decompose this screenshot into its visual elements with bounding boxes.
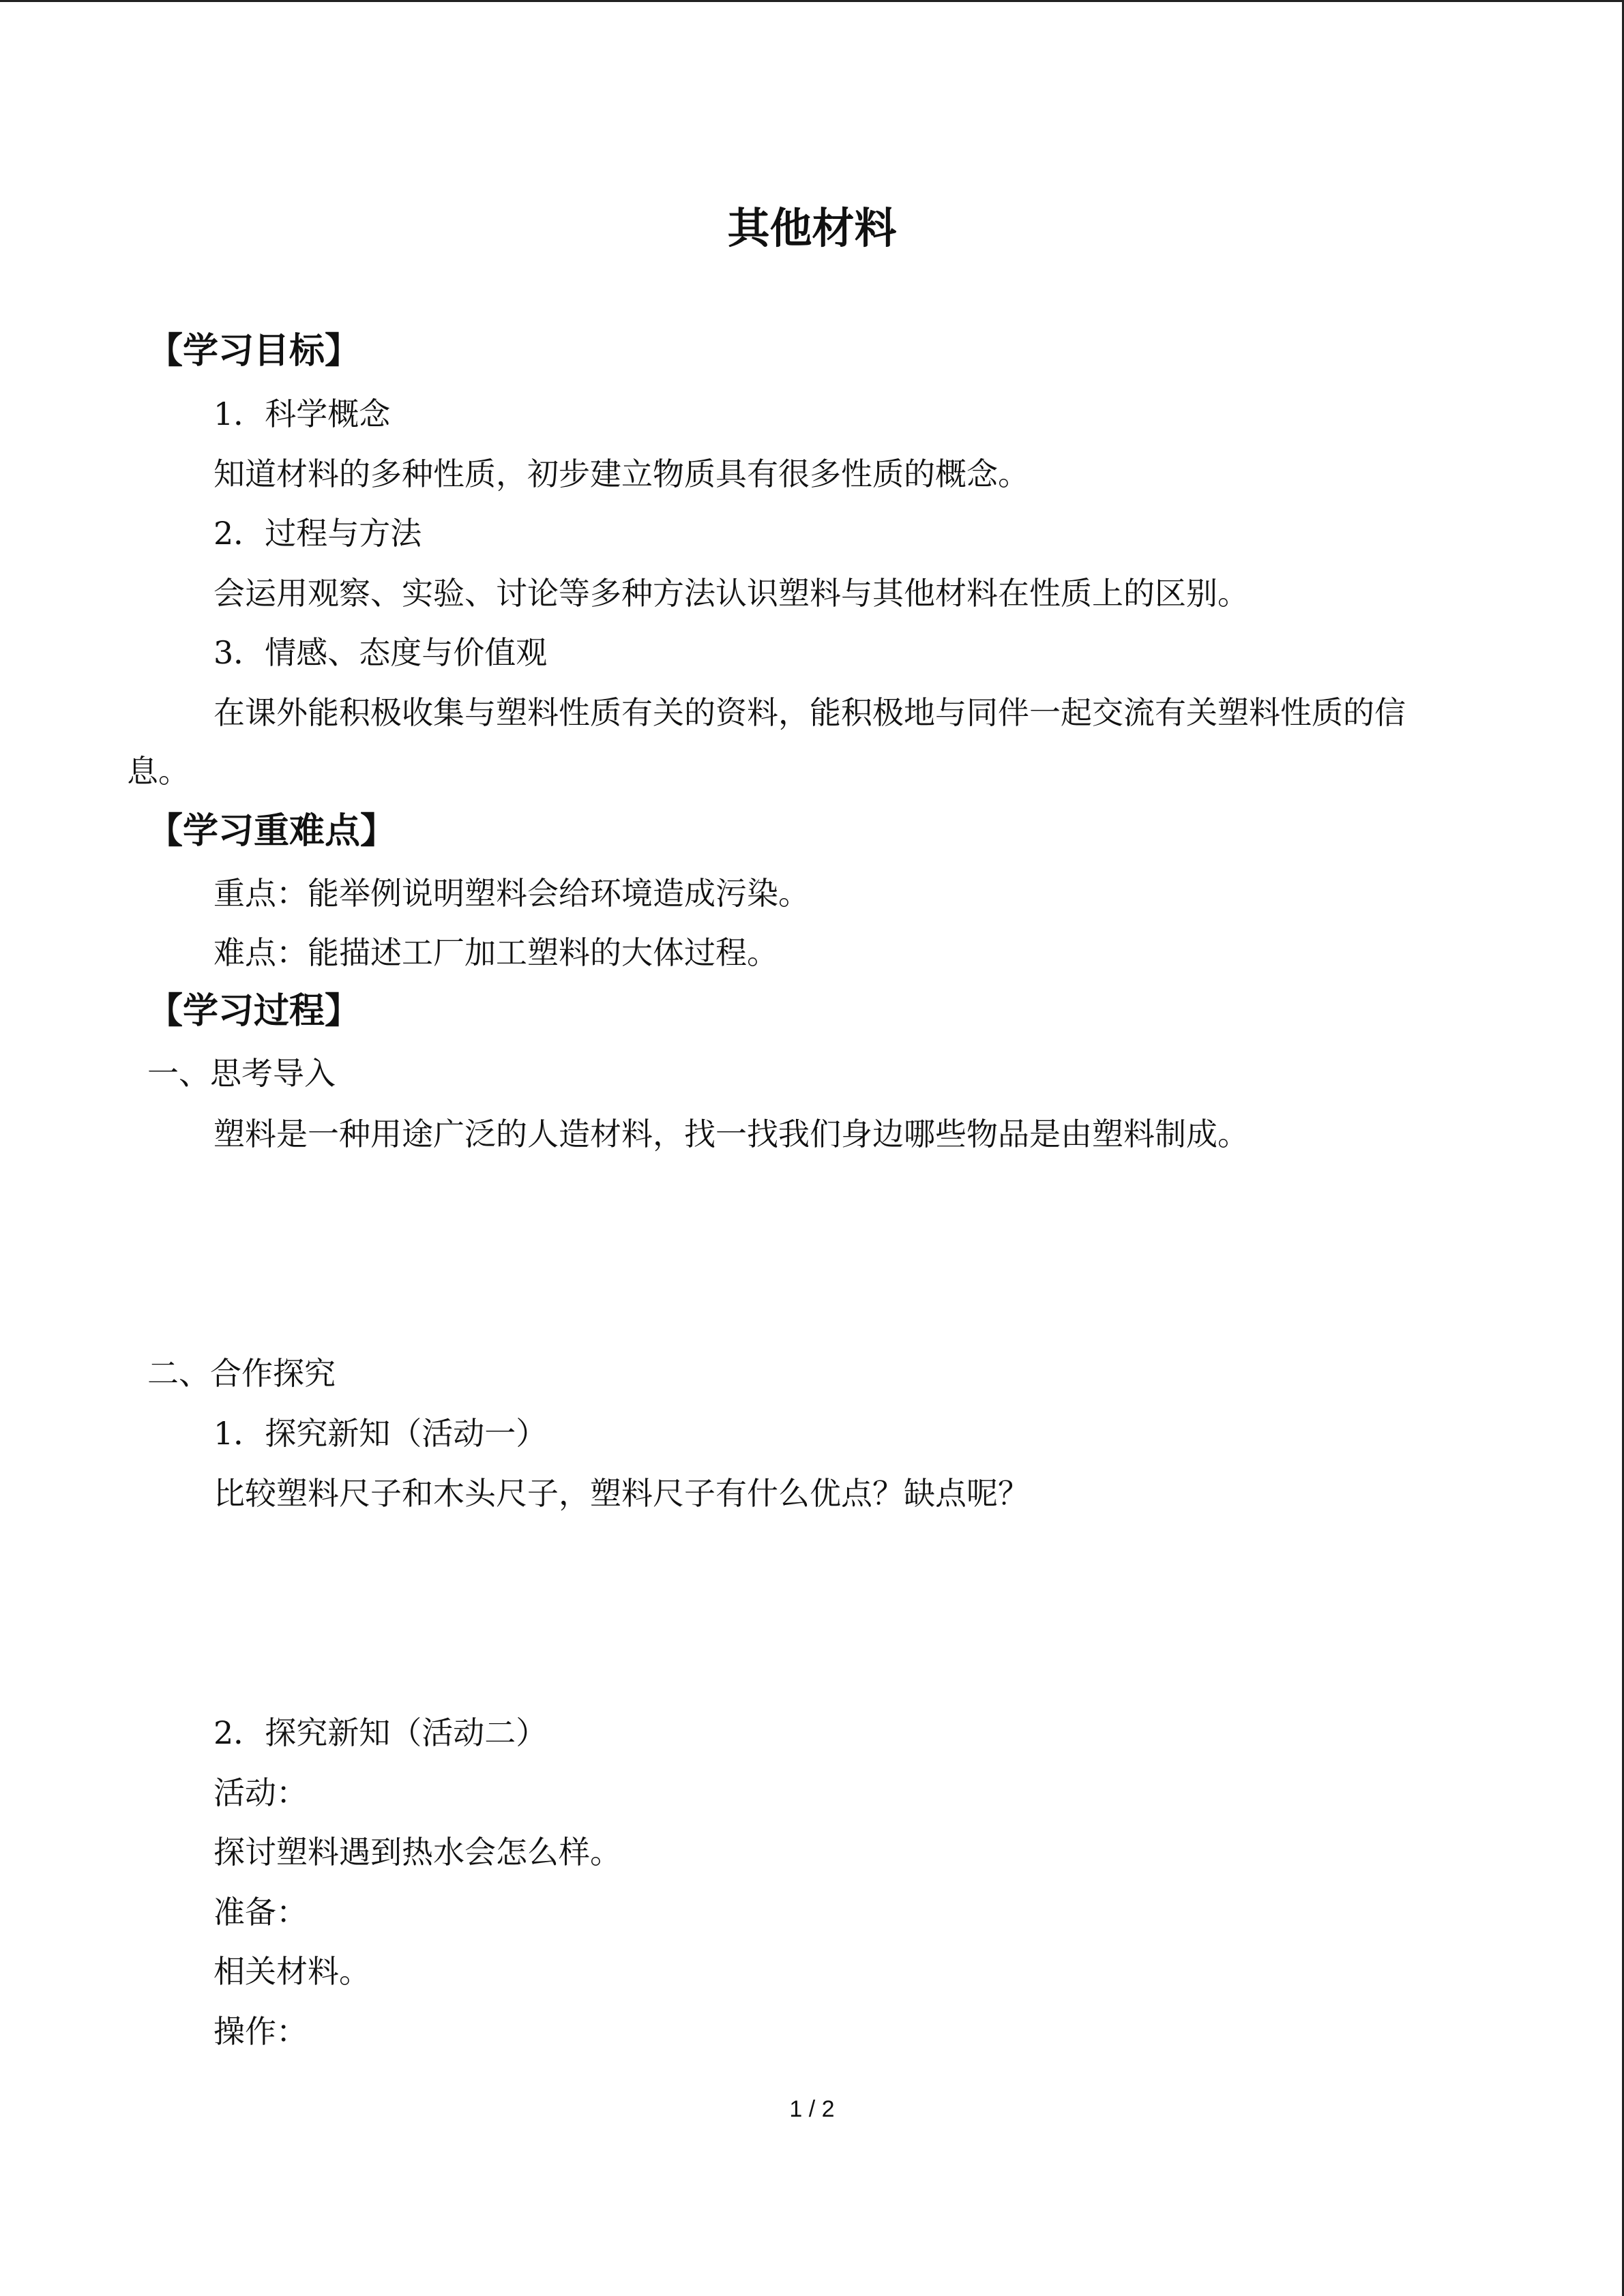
document-title: 其他材料 (727, 203, 897, 253)
prep-label: 准备： (213, 1894, 308, 1930)
goal-item-1-text: 知道材料的多种性质，初步建立物质具有很多性质的概念。 (213, 456, 1029, 492)
activity-text: 探讨塑料遇到热水会怎么样。 (213, 1834, 621, 1870)
difficult-point-text: 难点：能描述工厂加工塑料的大体过程。 (213, 934, 778, 971)
process-part-1-text: 塑料是一种用途广泛的人造材料，找一找我们身边哪些物品是由塑料制成。 (213, 1116, 1249, 1152)
goal-item-1-title: 1．科学概念 (213, 396, 391, 432)
prep-text: 相关材料。 (213, 1953, 370, 1990)
section-heading-key-points: 【学习重难点】 (147, 811, 396, 852)
process-part-2-title: 二、合作探究 (147, 1355, 336, 1392)
goal-item-3-title: 3．情感、态度与价值观 (213, 634, 548, 671)
key-point-text: 重点：能举例说明塑料会给环境造成污染。 (213, 875, 810, 912)
activity-label: 活动： (213, 1774, 308, 1811)
process-part-1-title: 一、思考导入 (147, 1055, 336, 1092)
activity-2-title: 2．探究新知（活动二） (213, 1714, 548, 1751)
section-heading-goals: 【学习目标】 (147, 331, 361, 372)
goal-item-3-text-line2: 息。 (127, 753, 190, 790)
goal-item-2-title: 2．过程与方法 (213, 515, 422, 552)
goal-item-3-text-line1: 在课外能积极收集与塑料性质有关的资料，能积极地与同伴一起交流有关塑料性质的信 (213, 694, 1406, 731)
activity-1-title: 1．探究新知（活动一） (213, 1415, 548, 1452)
section-heading-process: 【学习过程】 (147, 991, 361, 1032)
page-number: 1 / 2 (789, 2096, 835, 2122)
activity-1-text: 比较塑料尺子和木头尺子，塑料尺子有什么优点？缺点呢？ (213, 1475, 1029, 1512)
goal-item-2-text: 会运用观察、实验、讨论等多种方法认识塑料与其他材料在性质上的区别。 (213, 575, 1249, 612)
operation-label: 操作： (213, 2013, 308, 2050)
